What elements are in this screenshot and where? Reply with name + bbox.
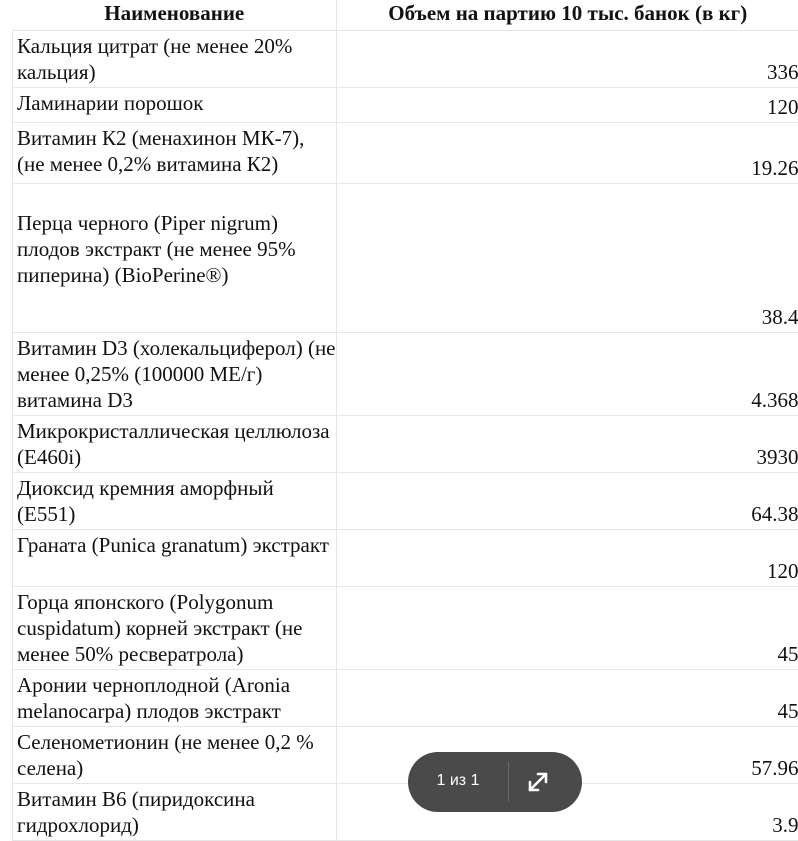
table-row xyxy=(13,473,798,530)
ingredient-name: Селенометионин (не менее 0,2 % селена) xyxy=(13,727,337,784)
document-sheet xyxy=(12,0,798,841)
ingredient-volume: 120 xyxy=(337,530,798,587)
ingredient-name: Витамин D3 (холекальциферол) (не менее 0,25% (100000 МЕ/г) витамина D3 xyxy=(13,333,337,416)
expand-arrows-icon[interactable] xyxy=(520,764,556,800)
ingredient-name: Перца черного (Piper nigrum) плодов экстракт (не менее 95% пиперина) (BioPerine®) xyxy=(13,184,337,333)
table-row xyxy=(13,587,798,670)
page-counter: 1 из 1 xyxy=(408,752,508,812)
ingredient-name: Граната (Punica granatum) экстракт xyxy=(13,530,337,587)
header-name: Наименование xyxy=(13,0,337,31)
table-row xyxy=(13,31,798,88)
table-row xyxy=(13,784,798,841)
ingredient-name: Кальция цитрат (не менее 20% кальция) xyxy=(13,31,337,88)
ingredient-volume: 64.38 xyxy=(337,473,798,530)
ingredient-name: Микрокристаллическая целлюлоза (E460i) xyxy=(13,416,337,473)
ingredient-volume: 120 xyxy=(337,88,798,123)
table-row xyxy=(13,416,798,473)
ingredient-volume: 3930 xyxy=(337,416,798,473)
table-row xyxy=(13,670,798,727)
toolbar-divider xyxy=(508,762,509,802)
ingredient-volume: 38.4 xyxy=(337,184,798,333)
ingredient-volume: 4.368 xyxy=(337,333,798,416)
ingredient-name: Аронии черноплодной (Aronia melanocarpa) плодов экстракт xyxy=(13,670,337,727)
ingredient-volume: 57.96 xyxy=(337,727,798,784)
table-row xyxy=(13,530,798,587)
ingredient-volume: 19.26 xyxy=(337,123,798,184)
viewer-toolbar xyxy=(408,752,582,812)
table-row xyxy=(13,123,798,184)
table-row xyxy=(13,727,798,784)
ingredient-name: Диоксид кремния аморфный (E551) xyxy=(13,473,337,530)
ingredient-name: Витамин К2 (менахинон МК-7), (не менее 0,2% витамина К2) xyxy=(13,123,337,184)
ingredient-volume: 336 xyxy=(337,31,798,88)
ingredient-name: Витамин В6 (пиридоксина гидрохлорид) xyxy=(13,784,337,841)
header-volume: Объем на партию 10 тыс. банок (в кг) xyxy=(337,0,798,31)
ingredient-name: Горца японского (Polygonum cuspidatum) корней экстракт (не менее 50% ресвератрола) xyxy=(13,587,337,670)
ingredient-volume: 45 xyxy=(337,587,798,670)
table-row xyxy=(13,88,798,123)
table-header-row xyxy=(13,0,798,31)
ingredient-name: Ламинарии порошок xyxy=(13,88,337,123)
ingredient-volume: 45 xyxy=(337,670,798,727)
ingredients-table xyxy=(12,0,798,841)
ingredient-volume: 3.9 xyxy=(337,784,798,841)
table-row xyxy=(13,184,798,333)
table-row xyxy=(13,333,798,416)
